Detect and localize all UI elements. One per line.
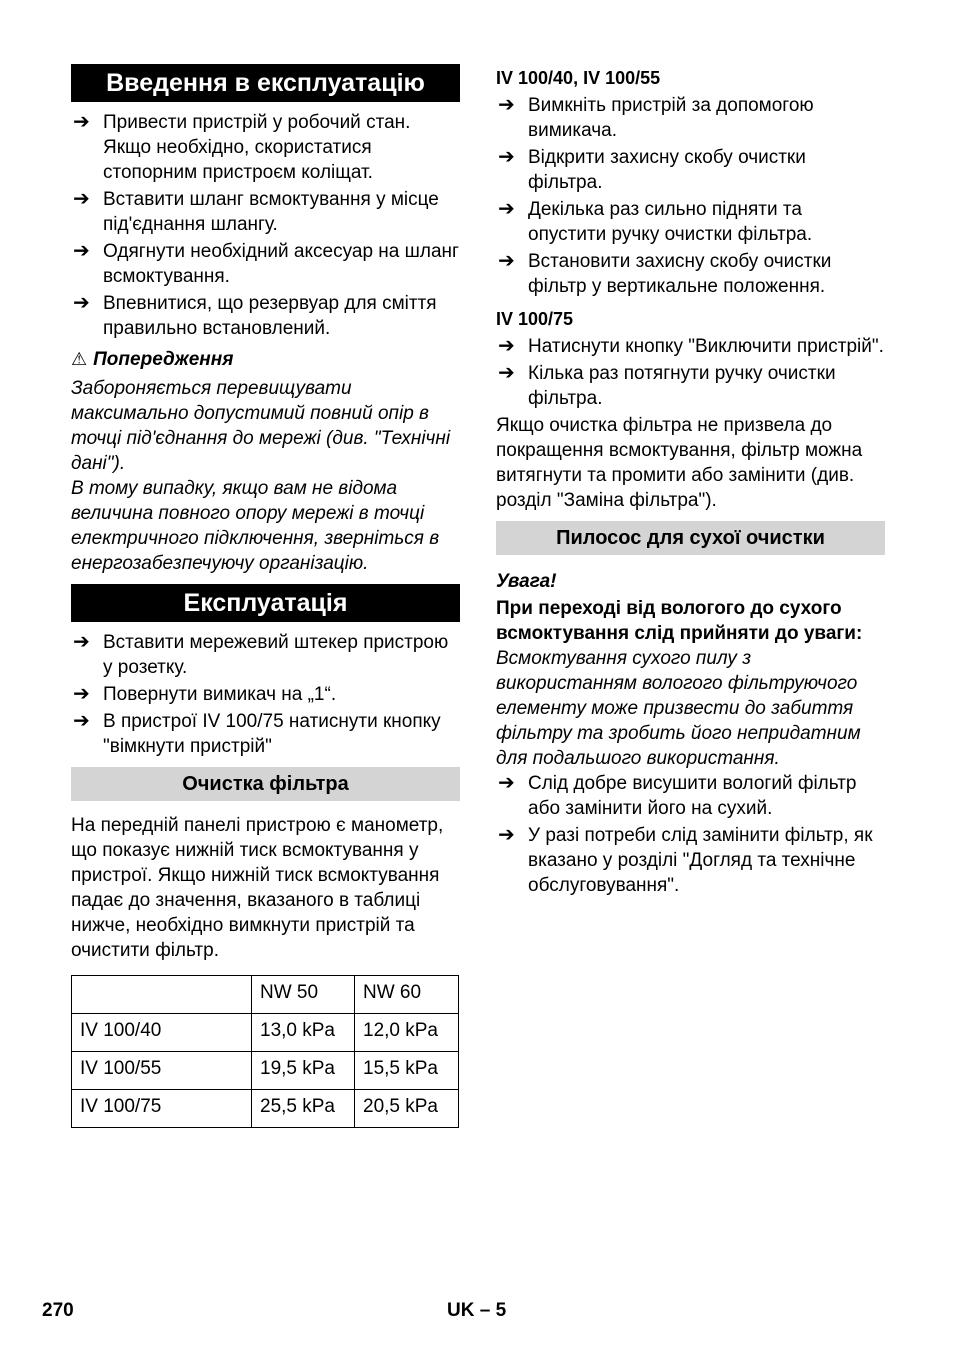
list-item: ➔ Кілька раз потягнути ручку очистки фільтра. bbox=[498, 362, 836, 409]
table-cell: NW 50 bbox=[252, 976, 355, 1014]
table-row bbox=[72, 1090, 459, 1128]
arrow-right-icon: ➔ bbox=[73, 683, 90, 705]
list-item: ➔ Повернути вимикач на „1“. bbox=[73, 683, 337, 705]
section-title-dry-vacuum: Пилосос для сухої очистки bbox=[496, 521, 885, 555]
table-row bbox=[72, 1052, 459, 1090]
list-item: ➔ Привести пристрій у робочий стан. Якщо необхідно, скористатися стопорним пристроєм коліщат. bbox=[73, 111, 411, 183]
table-cell: 12,0 kPa bbox=[355, 1014, 459, 1052]
arrow-right-icon: ➔ bbox=[73, 188, 90, 210]
language-page-label: UK – 5 bbox=[447, 1300, 507, 1321]
list-item: ➔ Вставити мережевий штекер пристрою у розетку. bbox=[73, 631, 449, 678]
table-row bbox=[72, 1014, 459, 1052]
arrow-right-icon: ➔ bbox=[73, 240, 90, 262]
arrow-right-icon: ➔ bbox=[73, 111, 90, 133]
list-item: ➔ Декілька раз сильно підняти та опустити ручку очистки фільтра. bbox=[498, 198, 813, 245]
arrow-right-icon: ➔ bbox=[498, 250, 515, 272]
arrow-right-icon: ➔ bbox=[498, 335, 515, 357]
section-title-operation: Експлуатація bbox=[71, 584, 460, 622]
arrow-right-icon: ➔ bbox=[498, 94, 515, 116]
right-column bbox=[496, 66, 885, 900]
section-title-filter-cleaning: Очистка фільтра bbox=[71, 767, 460, 801]
subheading-iv100-40-55: IV 100/40, IV 100/55 bbox=[496, 68, 661, 88]
arrow-right-icon: ➔ bbox=[498, 824, 515, 846]
section-title-commissioning: Введення в експлуатацію bbox=[71, 64, 460, 102]
list-item: ➔ Вставити шланг всмоктування у місце під'єднання шлангу. bbox=[73, 188, 439, 235]
list-item: ➔ В пристрої IV 100/75 натиснути кнопку "вімкнути пристрій" bbox=[73, 710, 441, 757]
list-item: ➔ Встановити захисну скобу очистки фільтр у вертикальне положення. bbox=[498, 250, 832, 297]
table-cell: 20,5 kPa bbox=[355, 1090, 459, 1128]
warning-text: Забороняється перевищувати максимально допустимий повний опір в точці під'єднання до мережі (див. "Технічні дані"). bbox=[71, 378, 451, 474]
left-column bbox=[71, 64, 460, 1128]
list-item: ➔ Відкрити захисну скобу очистки фільтра. bbox=[498, 146, 806, 193]
table-cell: IV 100/40 bbox=[72, 1014, 252, 1052]
table-cell: NW 60 bbox=[355, 976, 459, 1014]
attention-text: Всмоктування сухого пилу з використанням вологого фільтруючого елементу може призвести до забиття фільтру та зробить його непридатним для подальшого використання. bbox=[496, 648, 861, 769]
arrow-right-icon: ➔ bbox=[73, 710, 90, 732]
warning-triangle-icon: ⚠ bbox=[71, 349, 88, 369]
attention-label: Увага! bbox=[496, 571, 557, 592]
warning-heading: ⚠ Попередження bbox=[71, 349, 234, 370]
list-item: ➔ Одягнути необхідний аксесуар на шланг всмоктування. bbox=[73, 240, 459, 287]
list-item: ➔ Впевнитися, що резервуар для сміття правильно встановлений. bbox=[73, 292, 437, 339]
arrow-right-icon: ➔ bbox=[498, 198, 515, 220]
list-item: ➔ Вимкніть пристрій за допомогою вимикача. bbox=[498, 94, 814, 141]
list-item: ➔ Слід добре висушити вологий фільтр або замінити його на сухий. bbox=[498, 772, 857, 819]
list-item: ➔ У разі потреби слід замінити фільтр, як вказано у розділі "Догляд та технічне обслуговування". bbox=[498, 824, 873, 896]
warning-text: В тому випадку, якщо вам не відома величина повного опору мережі в точці електричного підключення, зверніться в енергозабезпечуючу організацію. bbox=[71, 478, 440, 574]
arrow-right-icon: ➔ bbox=[498, 772, 515, 794]
attention-bold-text: При переході від вологого до сухого всмоктування слід прийняти до уваги: bbox=[496, 598, 863, 644]
pressure-table bbox=[71, 975, 459, 1128]
list-item: ➔ Натиснути кнопку "Виключити пристрій". bbox=[498, 335, 884, 357]
table-cell: IV 100/75 bbox=[72, 1090, 252, 1128]
table-cell: 13,0 kPa bbox=[252, 1014, 355, 1052]
arrow-right-icon: ➔ bbox=[73, 292, 90, 314]
page-number: 270 bbox=[42, 1300, 74, 1321]
table-cell: 25,5 kPa bbox=[252, 1090, 355, 1128]
arrow-right-icon: ➔ bbox=[498, 362, 515, 384]
table-cell bbox=[72, 976, 252, 1014]
subheading-iv100-75: IV 100/75 bbox=[496, 309, 574, 329]
arrow-right-icon: ➔ bbox=[498, 146, 515, 168]
table-row bbox=[72, 976, 459, 1014]
table-cell: 19,5 kPa bbox=[252, 1052, 355, 1090]
table-cell: 15,5 kPa bbox=[355, 1052, 459, 1090]
filter-cleaning-text: На передній панелі пристрою є манометр, що показує нижній тиск всмоктування у пристрої. Якщо нижній тиск всмоктування падає до значення, вказаного в таблиці нижче, необхідно вимкнути пристрій та очистити фільтр. bbox=[71, 815, 444, 961]
filter-replace-text: Якщо очистка фільтра не призвела до покращення всмоктування, фільтр можна витягнути та промити або замінити (див. розділ "Заміна фільтра"). bbox=[496, 415, 863, 511]
table-cell: IV 100/55 bbox=[72, 1052, 252, 1090]
arrow-right-icon: ➔ bbox=[73, 631, 90, 653]
